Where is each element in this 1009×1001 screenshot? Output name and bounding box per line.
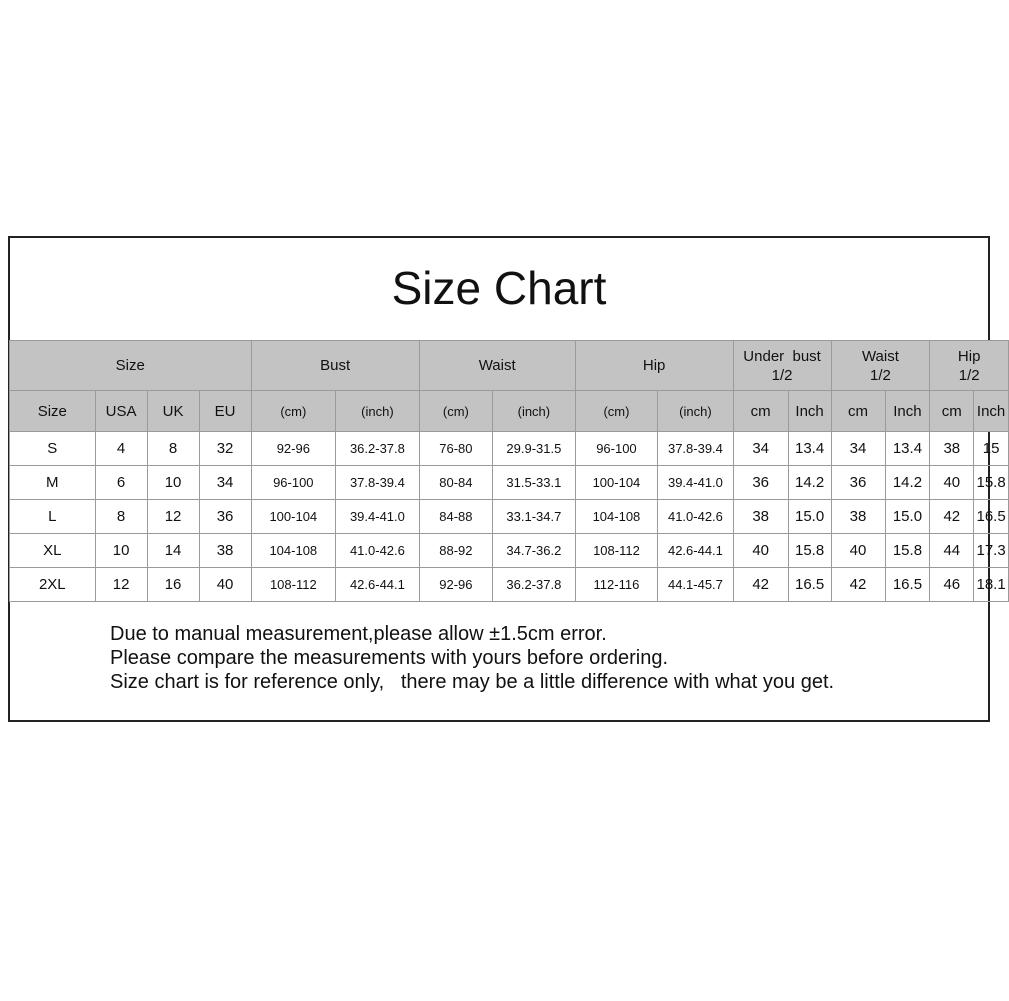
table-cell: 108-112 [251,568,336,602]
table-cell: 76-80 [419,432,492,466]
table-cell: 40 [199,568,251,602]
table-cell: 42 [831,568,885,602]
table-cell: 13.4 [788,432,831,466]
sub-header-waist-cm: (cm) [419,391,492,432]
table-cell: 16.5 [885,568,930,602]
table-cell: 8 [147,432,199,466]
header-group-row [10,341,1009,391]
sub-header-bust-inch: (inch) [336,391,420,432]
table-cell: 96-100 [575,432,658,466]
table-cell: 10 [95,534,147,568]
size-chart-frame [8,236,1006,722]
table-cell: 39.4-41.0 [336,500,420,534]
sub-header-uk: UK [147,391,199,432]
table-cell: 15.8 [974,466,1009,500]
note-line: Due to manual measurement,please allow ±1.5cm error. [110,623,607,645]
size-rows [10,432,1009,602]
table-cell: 29.9-31.5 [493,432,576,466]
table-cell: 16.5 [788,568,831,602]
size-label-cell: S [10,432,96,466]
table-cell: 104-108 [251,534,336,568]
sub-header-row [10,391,1009,432]
table-cell: 34 [199,466,251,500]
table-cell: 108-112 [575,534,658,568]
table-cell: 12 [95,568,147,602]
table-cell: 10 [147,466,199,500]
table-row [10,534,1009,568]
table-cell: 41.0-42.6 [658,500,733,534]
table-row [10,500,1009,534]
table-cell: 39.4-41.0 [658,466,733,500]
sub-header-usa: USA [95,391,147,432]
sub-header-waist-inch: (inch) [493,391,576,432]
table-cell: 40 [831,534,885,568]
table-cell: 37.8-39.4 [658,432,733,466]
table-cell: 80-84 [419,466,492,500]
size-label-cell: XL [10,534,96,568]
table-cell: 88-92 [419,534,492,568]
table-cell: 100-104 [251,500,336,534]
table-cell: 36.2-37.8 [336,432,420,466]
table-cell: 84-88 [419,500,492,534]
table-cell: 104-108 [575,500,658,534]
sub-header-hip-half-cm: cm [930,391,974,432]
table-cell: 40 [733,534,788,568]
table-cell: 42.6-44.1 [658,534,733,568]
table-cell: 14.2 [788,466,831,500]
table-cell: 15 [974,432,1009,466]
size-label-cell: M [10,466,96,500]
table-cell: 92-96 [251,432,336,466]
table-cell: 100-104 [575,466,658,500]
table-cell: 34.7-36.2 [493,534,576,568]
table-cell: 36.2-37.8 [493,568,576,602]
table-cell: 12 [147,500,199,534]
table-cell: 38 [199,534,251,568]
table-cell: 42 [930,500,974,534]
table-cell: 38 [831,500,885,534]
table-cell: 14 [147,534,199,568]
table-cell: 15.0 [788,500,831,534]
sub-header-eu: EU [199,391,251,432]
table-cell: 15.8 [885,534,930,568]
table-cell: 112-116 [575,568,658,602]
table-cell: 18.1 [974,568,1009,602]
table-cell: 42 [733,568,788,602]
sub-header-waist-half-inch: Inch [885,391,930,432]
table-cell: 36 [831,466,885,500]
note-line: Size chart is for reference only, there may be a little difference with what you get. [110,671,835,693]
header-group-hip-half: Hip 1/2 [930,341,1009,391]
measurement-notes [110,622,834,694]
table-row [10,466,1009,500]
table-cell: 31.5-33.1 [493,466,576,500]
table-cell: 8 [95,500,147,534]
table-cell: 34 [733,432,788,466]
table-row [10,432,1009,466]
header-group-waist: Waist [419,341,575,391]
sub-header-hip-half-inch: Inch [974,391,1009,432]
table-cell: 44 [930,534,974,568]
header-group-bust: Bust [251,341,419,391]
header-group-hip: Hip [575,341,733,391]
table-cell: 34 [831,432,885,466]
table-cell: 15.0 [885,500,930,534]
sub-header-hip-inch: (inch) [658,391,733,432]
size-label-cell: L [10,500,96,534]
note-line: Please compare the measurements with yours before ordering. [110,647,669,669]
table-cell: 33.1-34.7 [493,500,576,534]
sub-header-waist-half-cm: cm [831,391,885,432]
header-group-under-bust-half: Under bust 1/2 [733,341,831,391]
table-cell: 37.8-39.4 [336,466,420,500]
table-cell: 36 [733,466,788,500]
header-group-size: Size [10,341,252,391]
table-cell: 42.6-44.1 [336,568,420,602]
table-cell: 16 [147,568,199,602]
table-cell: 17.3 [974,534,1009,568]
table-cell: 4 [95,432,147,466]
table-cell: 38 [930,432,974,466]
table-cell: 15.8 [788,534,831,568]
sub-header-bust-cm: (cm) [251,391,336,432]
table-cell: 46 [930,568,974,602]
size-label-cell: 2XL [10,568,96,602]
table-cell: 13.4 [885,432,930,466]
table-cell: 32 [199,432,251,466]
sub-header-size: Size [10,391,96,432]
sub-header-underbust-inch: Inch [788,391,831,432]
size-table [9,340,1009,602]
table-cell: 36 [199,500,251,534]
table-cell: 14.2 [885,466,930,500]
table-cell: 44.1-45.7 [658,568,733,602]
table-cell: 6 [95,466,147,500]
table-cell: 16.5 [974,500,1009,534]
table-cell: 41.0-42.6 [336,534,420,568]
table-cell: 40 [930,466,974,500]
sub-header-hip-cm: (cm) [575,391,658,432]
table-cell: 38 [733,500,788,534]
chart-title: Size Chart [391,262,607,314]
table-row [10,568,1009,602]
table-cell: 96-100 [251,466,336,500]
sub-header-underbust-cm: cm [733,391,788,432]
table-cell: 92-96 [419,568,492,602]
header-group-waist-half: Waist 1/2 [831,341,930,391]
